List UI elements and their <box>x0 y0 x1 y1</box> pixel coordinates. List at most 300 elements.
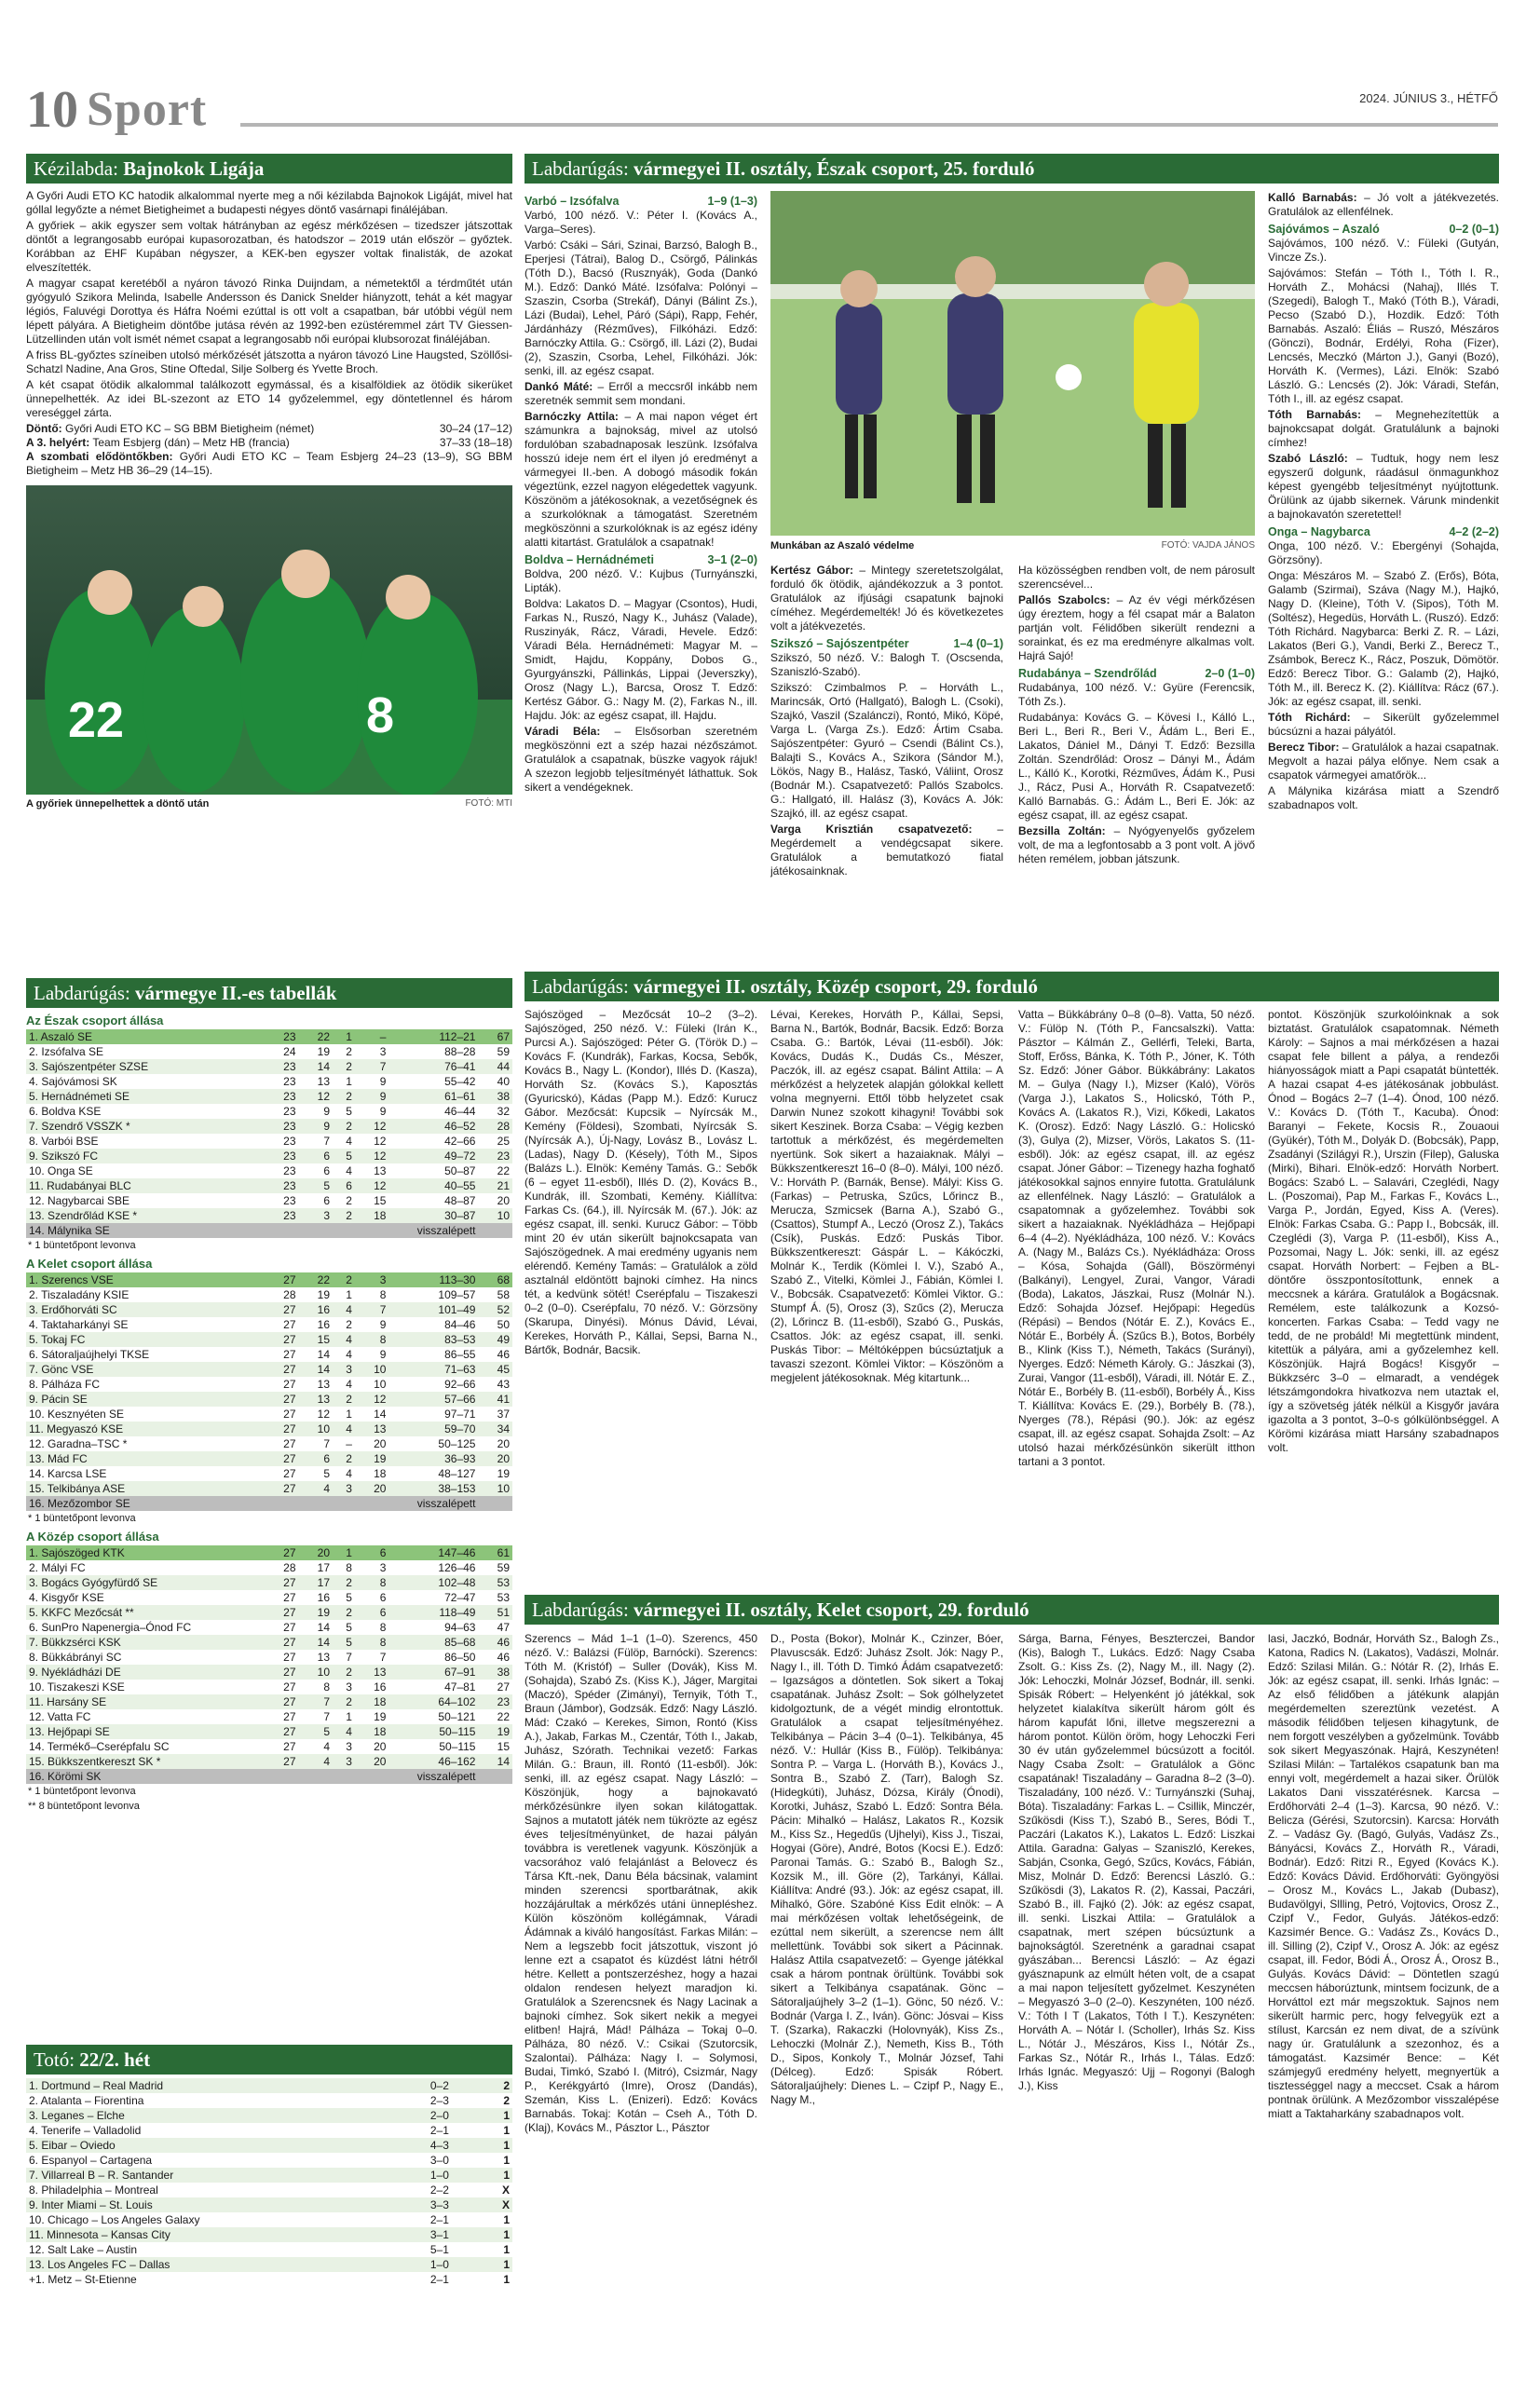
table-cell: 71–63 <box>388 1362 478 1377</box>
table-cell: 18 <box>355 1208 389 1223</box>
toto-cell: X <box>452 2197 512 2212</box>
svg-text:22: 22 <box>68 692 125 748</box>
table-cell: 8 <box>379 1621 387 1634</box>
handball-title: Bajnokok Ligája <box>123 157 265 180</box>
match-teams: Sajóvámos – Aszaló <box>1268 223 1380 236</box>
table-row <box>26 1590 512 1605</box>
table-cell: 22 <box>497 1710 510 1723</box>
coach-quote <box>1268 452 1499 522</box>
table-row <box>26 1332 512 1347</box>
toto-cell: 2 <box>503 2094 510 2107</box>
kozep-column-4: pontot. Köszönjük szurkolóinknak a sok biztatást. Gratulálok csapatomnak. Németh Károly: – Sajnos a mai mérkőzésen a hazai csapat fele billent a pálya, a rendezői hiányosságok miatt a Papi csapatát büntették. A hazai csapat 4-es játékosának jobbulást. Ónod – Bogács 2–7 (1–4). Ónod, 100 néző. V.: Kovács D. (Tóth T., Kacuba). Ónod: Baranyi – Fekete, Kocsis R., Zouaoui (Gyükér), Tóth M., Dolyák D. (Bobcsák), Papp, Zsadányi (Szilágyi R.), Urszin (Filep), Galuska (Mirki), Bihari. Elnök-edző: Horváth Norbert. Bogács: Szabó L. – Salavári, Czeglédi, Nagy L. (Poszomai), Pap M., Farkas F., Kovács L., Varga P., Jordán, Egyed, Kiss A. (Veres). Elnök: Farkas Csaba. G.: Papp I., Bobcsák, ill. Czeglédi (3), Varga P. (11-esből), Kiss A., Pozsomai, Nagy L. Jók: senki, ill. az egész csapat. Horváth Norbert: – Fejben a BL-döntőre összpontosítottunk, ennek a meccsnek a kárára. Gratulálok a Bogácsnak. Remélem, este találkozunk a Kozsó-koncerten. Farkas Csaba: – Tedd vagy ne tedd, de ne probáld! Mi megtettünk mindent, kitettük a pályára, ami a győzelemhez kell. Köszönjük. Hajrá Bogács! Kisgyőr – Bükkzsérc 3–0 – elmaradt, a vendégek létszámgondokra hivatkozva nem utaztak el, így a szövetség játék nélkül a Kisgyőr javára igazolta a 3 pontot, 3–0-s gólkülönbséggel. A Körömi kizárása miatt Harsány szabadnapos volt. <box>1268 1008 1499 1454</box>
result-final: Döntő: Győri Audi ETO KC – SG BBM Bietigheim (német) 30–24 (17–12) <box>26 422 512 435</box>
table-cell: 14 <box>317 1621 331 1634</box>
toto-cell: 3. Leganes – Elche <box>26 2108 339 2123</box>
table-cell <box>333 1496 355 1511</box>
table-cell: 59 <box>497 1045 510 1058</box>
toto-cell: 11. Minnesota – Kansas City <box>26 2227 339 2242</box>
match-score: 1–4 (0–1) <box>953 637 1003 650</box>
table-row <box>26 1665 512 1680</box>
table-cell: 4 <box>323 1740 331 1753</box>
table-note: * 1 büntetőpont levonva <box>28 1786 136 1797</box>
table-cell: 113–30 <box>388 1272 478 1287</box>
table-cell: 61–61 <box>388 1089 478 1104</box>
table-cell: 67 <box>478 1029 512 1044</box>
table-cell: 19 <box>317 1288 331 1301</box>
table-cell: 17 <box>299 1575 334 1590</box>
table-cell: 42–66 <box>444 1135 476 1148</box>
table-cell: 27 <box>265 1575 299 1590</box>
table-cell: 5 <box>323 1467 331 1480</box>
toto-kicker: Totó: <box>34 2048 75 2071</box>
table-cell: 101–49 <box>388 1302 478 1317</box>
table-cell: 27 <box>265 1665 299 1680</box>
table-cell: 27 <box>283 1378 296 1391</box>
table-cell: 14. Karcsa LSE <box>29 1467 107 1480</box>
table-cell: 12 <box>355 1178 389 1193</box>
table-cell: 13 <box>317 1651 331 1664</box>
table-cell: 8. Varbói BSE <box>29 1135 99 1148</box>
table-cell: 4 <box>346 1348 352 1361</box>
table-cell <box>355 1223 389 1238</box>
table-cell: 48–87 <box>444 1194 476 1207</box>
toto-cell: 5–1 <box>429 2243 449 2256</box>
toto-cell: 2. Atalanta – Fiorentina <box>29 2094 144 2107</box>
table-row <box>26 1044 512 1059</box>
table-cell: 14. Termékő–Cserépfalu SC <box>29 1740 170 1753</box>
match-report-text: Sajóvámos: Stefán – Tóth I., Tóth I. R., Horváth Z., Mohácsi (Nahaj), Illés T. (Szegedi), Balogh T., Makó (Tóth B.), Váradi, Pecso (Szabó D.), Hozdik. Edző: Tóth Barnabás. Aszaló: Éliás – Ruszó, Mészáros (Gönczi), Bodnár, Erdélyi, Roha (Fizer), Lencsés, Meczkó (Márton J.), Ganyi (Bozó), Horváth K. (Vermes), Lázi. Elnök: Szabó László. G.: Lencsés (2). Jók: Váradi, Stefán, Tóth I., ill. az egész csapat. <box>1268 266 1499 405</box>
table-cell: 23 <box>283 1075 296 1088</box>
coach-quote <box>770 564 1003 633</box>
table-cell: 58 <box>497 1288 510 1301</box>
table-cell: 86–50 <box>444 1651 476 1664</box>
table-cell: 4. Kisgyőr KSE <box>29 1591 104 1604</box>
table-cell: 27 <box>283 1591 296 1604</box>
table-cell: 1 <box>333 1029 355 1044</box>
handball-paragraph: A két csapat ötödik alkalommal találkozott egymással, és a kisalföldiek az ötödik sikerüket ünnepelhették. Az idei BL-szezont az ETO 14 győzelemmel, egy döntetlennel és három vereséggel zárta. <box>26 378 512 419</box>
table-cell: 23 <box>283 1105 296 1118</box>
table-cell: 9. Pácin SE <box>26 1392 265 1407</box>
handball-paragraph: A Győri Audi ETO KC hatodik alkalommal nyerte meg a női kézilabda Bajnokok Ligáját, mivel hat góllal legyőzte a német Bietigheimet a budapesti négyes döntő vasárnapi fináléjában. <box>26 189 512 216</box>
table-cell <box>478 1769 512 1784</box>
table-cell: 2 <box>333 1059 355 1074</box>
table-cell: 94–63 <box>444 1621 476 1634</box>
table-cell: 27 <box>283 1710 296 1723</box>
table-cell: 112–21 <box>388 1029 478 1044</box>
table-cell: 23 <box>478 1694 512 1709</box>
table-cell: 50 <box>497 1318 510 1331</box>
table-cell: 27 <box>265 1302 299 1317</box>
table-cell: 14 <box>374 1408 387 1421</box>
table-cell: 27 <box>283 1651 296 1664</box>
coach-quote <box>1268 408 1499 450</box>
table-cell: 13 <box>355 1665 389 1680</box>
table-cell: 23 <box>265 1119 299 1134</box>
table-cell: 10 <box>299 1665 334 1680</box>
tables-kicker: Labdarúgás: <box>34 982 130 1004</box>
table-cell: 83–53 <box>388 1332 478 1347</box>
table-cell: 8 <box>379 1288 387 1301</box>
table-cell: visszalépett <box>388 1496 478 1511</box>
table-cell: 6 <box>355 1605 389 1620</box>
toto-cell: 1 <box>503 2273 510 2286</box>
north-caption-row <box>770 540 1255 551</box>
table-cell: 109–57 <box>438 1288 476 1301</box>
table-cell: 7 <box>346 1651 352 1664</box>
table-cell: 13 <box>374 1164 387 1177</box>
table-cell: 20 <box>478 1451 512 1466</box>
table-cell: 21 <box>478 1178 512 1193</box>
toto-row <box>26 2078 512 2093</box>
table-cell: 2 <box>333 1665 355 1680</box>
table-cell: 40 <box>497 1075 510 1088</box>
page-number: 10 <box>26 81 78 139</box>
table-cell: 27 <box>265 1422 299 1436</box>
table-row <box>26 1317 512 1332</box>
kelet-header <box>525 1595 1499 1625</box>
table-cell: 14 <box>299 1059 334 1074</box>
toto-cell: 0–2 <box>339 2078 452 2093</box>
standings-table <box>26 1272 512 1511</box>
table-cell: 27 <box>265 1724 299 1739</box>
table-cell: 16. Mezőzombor SE <box>26 1496 265 1511</box>
toto-cell: 2–1 <box>429 2213 449 2226</box>
table-row <box>26 1074 512 1089</box>
kelet-column-2: D., Posta (Bokor), Molnár K., Czinzer, Bóer, Plavuscsák. Edző: Juhász Zsolt. Jók: Nagy P., Nagy I., ill. Tóth D. Timkó Ádám csapatvezető: – Igazságos a döntetlen. Sok sikert a Tokaj csapatának. Juhász Zsolt: – Sok gólhelyzetet kidolgoztunk, de a végét mindig elrontottuk. Gratulálok a csapat teljesítményéhez. Telkibánya – Pácin 3–4 (0–1). Telkibánya, 45 néző. V.: Hullár (Kiss B., Fülöp). Telkibánya: Sontra P. – Varga L. (Horváth B.), Kovács J., Sontra B., Szabó Z. (Tarr), Balogh Sz. (Hidegkúti), Juhász, Dózsa, Király (Ónodi), Korotki, Juhász, Szabó L. Edző: Sontra Béla. Pácin: Mihalkó – Halász, Lakatos R., Kozsik M., Kiss Sz., Hegedűs (Ujhelyi), Kiss J., Tiszai, Hogyai (Göre), André, Botos (Kocsi E.). Edző: Paronai Tamás. G.: Szabó B., Balogh Sz., Kozsik M., ill. Göre (2), Tarkányi, Kállai. Kiállítva: André (93.). Jók: az egész csapat, ill. Mihalkó, Göre. Szabóné Kiss Edit elnök: – A mai mérkőzésen voltak lehetőségeink, de ezúttal nem sikerült, a szerencse nem állt mellettünk. További sok sikert a Pácinnak. Halász Attila csapatvezető: – Gyenge játékkal csak a három pontnak örültünk. További sok sikert a Telkibánya csapatának. Gönc – Sátoraljaújhely 3–2 (1–1). Gönc, 50 néző. V.: Bodnár (Varga I. Z., Iván). Gönc: Jósvai – Kiss T. (Szarka), Rakaczki (Holovnyák), Kiss Zs., Lehoczki (Molnár Z.), Nemeth, Kiss B., Tóth D., Sipos, Konkoly T., Molnár József, Tahi (Délceg). Edző: Spisák Róbert. Sátoraljaújhely: Dienes L. – Czipf P., Nagy E., Nagy M., <box>770 1632 1003 2106</box>
quote-text: – Nyógyenyelős győzelem volt, de ma a legfontosabb a 3 pont volt. A jövő héten remélem, jobban játszunk. <box>1018 824 1255 865</box>
toto-cell: 4. Tenerife – Valladolid <box>29 2124 142 2137</box>
toto-cell: 1 <box>503 2213 510 2226</box>
table-cell: 88–28 <box>444 1045 476 1058</box>
photo-caption: A győriek ünnepelhettek a döntő után <box>26 798 210 809</box>
table-cell: 47–81 <box>444 1680 476 1694</box>
table-cell: 16 <box>299 1302 334 1317</box>
toto-cell: 4–3 <box>339 2138 452 2153</box>
table-row <box>26 1635 512 1650</box>
north-photo-credit: FOTÓ: VAJDA JÁNOS <box>1161 540 1255 551</box>
toto-cell: 2–1 <box>429 2124 449 2137</box>
kelet-article <box>525 1595 1499 1625</box>
table-cell: 5. Tokaj FC <box>26 1332 265 1347</box>
toto-cell: 3–3 <box>339 2197 452 2212</box>
standings-table <box>26 1029 512 1238</box>
table-cell: 3 <box>355 1272 389 1287</box>
table-cell: 32 <box>497 1105 510 1118</box>
table-row <box>26 1680 512 1694</box>
table-cell: 4 <box>299 1481 334 1496</box>
quote-author: Szabó László: <box>1268 452 1356 465</box>
issue-date: 2024. JÚNIUS 3., HÉTFŐ <box>1359 91 1498 105</box>
table-cell: 9 <box>355 1089 389 1104</box>
table-cell: 2. Mályi FC <box>29 1561 86 1574</box>
table-cell: 7. Bükkzsérci KSK <box>26 1635 265 1650</box>
table-cell: 5 <box>333 1149 355 1163</box>
toto-row <box>26 2227 512 2242</box>
table-cell: 76–41 <box>388 1059 478 1074</box>
quote-text: – Erről a meccsről inkább nem szeretnék semmit sem mondani. <box>525 380 757 407</box>
table-cell: 46–44 <box>444 1105 476 1118</box>
quote-author: Dankó Máté: <box>525 380 598 393</box>
table-row <box>26 1223 512 1238</box>
table-cell: 4 <box>333 1332 355 1347</box>
table-cell: 50–115 <box>439 1740 476 1753</box>
table-cell: 2 <box>333 1451 355 1466</box>
table-cell: 46–162 <box>388 1754 478 1769</box>
toto-cell: 6. Espanyol – Cartagena <box>29 2154 153 2167</box>
page-header <box>26 82 1498 138</box>
table-cell: 7. Szendrő VSSZK * <box>26 1119 265 1134</box>
table-cell: 27 <box>283 1437 296 1450</box>
table-cell: 2 <box>346 1194 352 1207</box>
table-cell: 7 <box>355 1059 389 1074</box>
kelet-kicker: Labdarúgás: <box>532 1599 629 1621</box>
handball-body <box>26 189 512 478</box>
table-note: * 1 büntetőpont levonva <box>28 1240 136 1251</box>
table-cell: 46–52 <box>388 1119 478 1134</box>
quote-text: – Tudtuk, hogy nem lesz egyszerű dolgunk, ráadásul önmagunkhoz képest gyengébb teljesítményt nyújtottunk. Örülünk az újabb sikernek. Várunk mindenkit a bajnokavatón szeretettel! <box>1268 452 1499 521</box>
table-cell: 17 <box>317 1561 331 1574</box>
toto-row <box>26 2093 512 2108</box>
north-column-2 <box>770 564 1003 964</box>
table-cell <box>299 1223 334 1238</box>
match-heading <box>1268 525 1499 539</box>
table-cell: 1. Aszaló SE <box>26 1029 265 1044</box>
match-heading <box>770 637 1003 651</box>
quote-author: Pallós Szabolcs: <box>1018 593 1117 606</box>
table-cell: 13. Mád FC <box>26 1451 265 1466</box>
table-cell: 45 <box>478 1362 512 1377</box>
table-row <box>26 1149 512 1163</box>
match-report-text: Boldva, 200 néző. V.: Kujbus (Turnyánszki, Lipták). <box>525 567 757 594</box>
match-report-text: Rudabánya: Kovács G. – Kövesi I., Kálló L., Beri L., Beri R., Beri V., Ádám L., Beri E., Lakatos, Dániel M., Dányi T. Edző: Bezsilla Zoltán. Szendrőlád: Orosz – Dányi M., Ádám L., Kálló K., Korotki, Rézműves, Ádám K., Pusi J., Rácz, Pusi A., Horváth R. Csapatvezető: Kalló Barnabás. G.: Ádám L., Beri E. Jók: az egész csapat, ill. az egész csapat. <box>1018 711 1255 822</box>
table-cell: 7 <box>299 1694 334 1709</box>
north-photo-caption: Munkában az Aszaló védelme <box>770 540 915 551</box>
table-cell: 36–93 <box>388 1451 478 1466</box>
table-cell: 50–125 <box>438 1437 476 1450</box>
table-cell: 9 <box>379 1348 387 1361</box>
table-cell: 59 <box>497 1561 510 1574</box>
table-row <box>26 1134 512 1149</box>
table-cell: 19 <box>374 1710 387 1723</box>
table-cell: 7 <box>323 1437 331 1450</box>
table-row <box>26 1496 512 1511</box>
table-cell: 53 <box>497 1591 510 1604</box>
table-row <box>26 1694 512 1709</box>
tables-header <box>26 978 512 1008</box>
table-cell: 4 <box>299 1754 334 1769</box>
table-cell: 27 <box>265 1605 299 1620</box>
football-match-photo <box>770 191 1255 536</box>
table-cell: 68 <box>478 1272 512 1287</box>
toto-header <box>26 2045 512 2075</box>
table-row <box>26 1377 512 1392</box>
table-cell: 4 <box>346 1378 352 1391</box>
table-cell: 27 <box>265 1694 299 1709</box>
table-row <box>26 1302 512 1317</box>
match-heading <box>525 195 757 209</box>
table-cell: 1 <box>346 1288 352 1301</box>
table-cell: 34 <box>478 1422 512 1436</box>
toto-title: 22/2. hét <box>79 2048 151 2071</box>
match-teams: Boldva – Hernádnémeti <box>525 553 654 566</box>
table-cell: 6 <box>323 1164 331 1177</box>
toto-cell: 1 <box>503 2243 510 2256</box>
toto-cell: 2–1 <box>429 2273 449 2286</box>
toto-row <box>26 2123 512 2138</box>
table-cell: 20 <box>355 1754 389 1769</box>
table-cell: 84–46 <box>444 1318 476 1331</box>
table-cell <box>333 1223 355 1238</box>
table-cell: 38 <box>478 1089 512 1104</box>
kozep-header <box>525 972 1499 1001</box>
table-cell: 4 <box>333 1422 355 1436</box>
table-cell: 12 <box>355 1149 389 1163</box>
table-cell: 6. Boldva KSE <box>29 1105 102 1118</box>
table-cell: 64–102 <box>388 1694 478 1709</box>
table-row <box>26 1436 512 1451</box>
match-teams: Varbó – Izsófalva <box>525 195 620 208</box>
table-cell: 23 <box>478 1149 512 1163</box>
table-cell: 30–87 <box>388 1208 478 1223</box>
table-cell: 11. Harsány SE <box>26 1694 265 1709</box>
table-cell: 6 <box>323 1194 331 1207</box>
table-cell: 4 <box>333 1724 355 1739</box>
toto-cell: 5. Eibar – Oviedo <box>26 2138 339 2153</box>
coach-quote <box>1018 824 1255 866</box>
table-cell: 23 <box>283 1194 296 1207</box>
toto-cell: 9. Inter Miami – St. Louis <box>26 2197 339 2212</box>
table-cell: 5 <box>346 1621 352 1634</box>
table-cell: 49–72 <box>388 1149 478 1163</box>
table-cell: 27 <box>283 1680 296 1694</box>
table-cell: 47 <box>497 1621 510 1634</box>
table-cell: 53 <box>478 1575 512 1590</box>
kelet-column-4: lasi, Jaczkó, Bodnár, Horváth Sz., Balogh Zs., Katona, Radics N. (Lakatos), Vadászi, Molnár. Edző: Szilasi Milán. G.: Nótár R. (2), Irhás E. Jók: az egész csapat, ill. senki. Irhás Ignác: – Az első félidőben a játékunk alapján megérdemelten szereztünk vezetést. A második félidőben teljesen kihagytunk, de nem forgott veszélyben a győzelmünk. Tovább sok sikert Megyaszónak. Hajrá, Keszynéten! Szilasi Milán: – Tartalékos csapatunk ban ma ennyi volt, megérdemelt a hazai siker. Örülök Lakatos Dani visszatérésnek. Karcsa – Erdőhorváti 2–4 (1–3). Karcsa, 90 néző. V.: Belicza (Gérési, Szutorcsin). Karcsa: Horváth Z. – Vadász Gy. (Bagó, Gulyás, Vadász Zs., Bányácsi, Kovács Z., Horváth R., Váradi, Bodnár). Edző: Ritzi R., Egyed (Kovács K.). Edző: Kovács Dávid. Erdőhorváti: Gyöngyösi – Orosz M., Kovács L., Jakab (Dubasz), Budavölgyi, Sllling, Petró, Vojtovics, Orosz Z., Czipf V., Fedor, Gulyás. Játékos-edző: Kazsimér Bence. G.: Vadász Zs., Kovács D., ill. Silling (2), Czipf V., Orosz A. Jók: az egész csapat, ill. Fedor, Bódi Á., Orosz Á., Orosz B., Gulyás. Kovács Dávid: – Döntetlen szagú meccsen háborúztunk, mintsem focizunk, de a Horváttol ezt már megszoktuk. Sajnos nem sikerült harmic perc, hogy felvegyük ezt a stílust, Karcsán ez nem divat, de a szívünk nagy úr. Gratulálunk a szezonhoz, és a támogatást. Kazsimér Bence: – Két számjegyű eredmény helyett, megnyertük a tisztességgel nagy a meccset. Csak a három pontnak örülünk. A Mezőzombor visszalépése miatt a Taktaharkány szabadnapos volt. <box>1268 1632 1499 2120</box>
coach-quote <box>525 410 757 550</box>
table-cell: – <box>346 1437 352 1450</box>
table-row <box>26 1178 512 1193</box>
table-cell: 27 <box>265 1332 299 1347</box>
coach-quote <box>1018 593 1255 663</box>
table-row <box>26 1739 512 1754</box>
match-teams: Rudabánya – Szendrőlád <box>1018 667 1157 680</box>
north-header <box>525 154 1499 184</box>
table-cell: 2. Tiszaladány KSIE <box>29 1288 129 1301</box>
match-teams: Onga – Nagybarca <box>1268 525 1370 538</box>
table-cell: 50–121 <box>438 1710 476 1723</box>
table-cell: 5. KKFC Mezőcsát ** <box>26 1605 265 1620</box>
table-cell: 2 <box>333 1605 355 1620</box>
table-cell: 48–127 <box>438 1467 476 1480</box>
table-cell: 2. Izsófalva SE <box>29 1045 104 1058</box>
quote-text: – Mintegy szeretetszolgálat, forduló ők ötödik, ajándékozzuk a 3 pontot. Gratulálok az ifjúsági csapatunk bajnoki címéhez. Megérdemelték! Jó és következetes volt a játékvezetés. <box>770 564 1003 633</box>
quote-text: – Jó volt a játékvezetés. Gratulálok az ellenfélnek. <box>1268 191 1499 218</box>
table-row <box>26 1208 512 1223</box>
table-cell: 27 <box>265 1481 299 1496</box>
table-cell: 12 <box>299 1089 334 1104</box>
table-row <box>26 1605 512 1620</box>
table-cell: 3 <box>346 1680 352 1694</box>
table-cell: 6 <box>299 1149 334 1163</box>
quote-author: Tóth Richárd: <box>1268 711 1364 724</box>
table-cell: 23 <box>265 1029 299 1044</box>
table-cell: 9 <box>379 1318 387 1331</box>
toto-cell: 3–0 <box>429 2154 449 2167</box>
table-cell: 11. Megyaszó KSE <box>26 1422 265 1436</box>
table-cell: 5 <box>333 1635 355 1650</box>
table-cell: 16 <box>317 1318 331 1331</box>
toto-cell: 1 <box>452 2138 512 2153</box>
quote-author: Barnóczky Attila: <box>525 410 625 423</box>
table-row <box>26 1287 512 1302</box>
table-row <box>26 1481 512 1496</box>
handball-header <box>26 154 512 184</box>
north-article <box>525 154 1499 184</box>
table-row <box>26 1119 512 1134</box>
table-row <box>26 1545 512 1560</box>
header-rule <box>240 123 1498 127</box>
match-report-text: Ha közösségben rendben volt, de nem párosult szerencsével... <box>1018 564 1255 591</box>
coach-quote <box>525 380 757 408</box>
table-cell: 9 <box>299 1119 334 1134</box>
toto-row <box>26 2272 512 2287</box>
table-cell: 28 <box>283 1288 296 1301</box>
toto-cell: 3–1 <box>339 2227 452 2242</box>
table-cell: 27 <box>265 1362 299 1377</box>
table-cell: 59–70 <box>388 1422 478 1436</box>
kelet-column-3: Sárga, Barna, Fényes, Beszterczei, Bandor (Kis), Balogh T., Lukács. Edző: Nagy Csaba Zsolt. G.: Kiss Zs. (2), Nagy M., ill. Nagy (2). Jók: Lehoczki, Molnár József, Bodnár, ill. senki. Spisák Róbert: – Helyenként jó játékkal, sok helyzetet kialakítva sikerült három gólt és három kapufát lőni, illetve megszerezni a három pontot. Külön öröm, hogy Lehoczki Feri 30 év után győzelemmel búcsúzott a focitól. Nagy Csaba Zsolt: – Gratulálok a Gönc csapatának! Tiszaladány – Garadna 8–2 (3–0). Tiszaladány, 100 néző. V.: Turnyánszki (Suhaj, Bóta). Tiszaladány: Farkas L. – Csillik, Minczér, Szűkösdi (Kiss T.), Szabó B., Seres, Bódi T., Paczári (Lakatos K.), Lakatos L. Edző: Liszkai Attila. Garadna: Galyas – Szaniszló, Kerekes, Sabján, Csonka, Gegó, Szűcs, Kovács, Fábián, Misz, Molnár D. Edző: Berencsi László. G.: Szűkösdi (3), Lakatos R. (2), Kassai, Paczári, Szabó B., ill. Fajkó (2). Jók: az egész csapat, ill. senki. Liszkai Attila: – Gratulálok a csapatnak, mert szépen búcsúztunk a bajnokságtól. Szeretnénk a garadnai csapat gyászában... Berencsi László: – Az égazi gyásznapunk az elmúlt héten volt, de a csapat a mai napon teljesített győzelmet. Keszynéten – Megyaszó 3–0 (2–0). Keszynéten, 100 néző. V.: Tóth I T (Lakatos, Tóth I T.). Keszynéten: Horváth A. – Nótár I. (Scholler), Irhás Sz. Kiss L., Nótár J., Mészáros, Kiss I., Nótár Zs., Farkas Sz., Nótár R., Irhás I., Tálas. Edző: Irhás Ignác. Megyaszó: Ujj – Rogonyi (Balogh J.), Kiss <box>1018 1632 1255 2092</box>
table-cell: 4. Taktaharkányi SE <box>29 1318 129 1331</box>
table-cell: 3 <box>333 1362 355 1377</box>
quote-text: – Megérdemelt a vendégcsapat sikere. Gratulálok a bemutatkozó fiatal játékosainknak. <box>770 823 1003 877</box>
table-cell: 52 <box>478 1302 512 1317</box>
quote-text: – Elsősorban szeretném megköszönni ezt a szép hazai nézőszámot. Gratulálok a csapatnak, büszke vagyok rájuk! A szezon legjobb teljesítményét láthattuk. Sok sikert a vendégeknek. <box>525 725 757 794</box>
table-cell: 2 <box>346 1318 352 1331</box>
table-cell: 1 <box>346 1710 352 1723</box>
table-cell: 12 <box>317 1408 331 1421</box>
match-heading <box>1268 223 1499 237</box>
table-cell: 4. Sajóvámosi SK <box>29 1075 117 1088</box>
table-cell: 46 <box>478 1635 512 1650</box>
table-cell: 10 <box>374 1378 387 1391</box>
match-score: 3–1 (2–0) <box>707 553 757 566</box>
coach-quote <box>1268 191 1499 219</box>
table-row <box>26 1104 512 1119</box>
table-cell: 27 <box>265 1754 299 1769</box>
result-third-place: A 3. helyért: Team Esbjerg (dán) – Metz HB (francia) 37–33 (18–18) <box>26 436 512 449</box>
table-cell: 3 <box>379 1045 387 1058</box>
table-cell: 44 <box>478 1059 512 1074</box>
table-cell: 23 <box>283 1164 296 1177</box>
handball-article <box>26 154 512 809</box>
quote-author: Varga Krisztián csapatvezető: <box>770 823 998 836</box>
table-cell: 9 <box>379 1075 387 1088</box>
table-cell: 51 <box>478 1605 512 1620</box>
table-row <box>26 1466 512 1481</box>
toto-cell: 2–2 <box>429 2184 449 2197</box>
table-cell: 13 <box>317 1378 331 1391</box>
table-cell: visszalépett <box>388 1223 478 1238</box>
match-teams: Szikszó – Sajószentpéter <box>770 637 909 650</box>
table-cell: 19 <box>355 1451 389 1466</box>
quote-author: Kertész Gábor: <box>770 564 860 577</box>
table-cell: 4 <box>346 1164 352 1177</box>
table-cell: 27 <box>283 1467 296 1480</box>
table-cell: 11. Rudabányai BLC <box>26 1178 265 1193</box>
result-semifinals: A szombati elődöntőkben: Győri Audi ETO KC – Team Esbjerg 24–23 (13–9), SG BBM Bietigheim – Metz HB 36–29 (14–15). <box>26 450 512 477</box>
table-cell: 2 <box>346 1045 352 1058</box>
table-cell: 9 <box>379 1105 387 1118</box>
